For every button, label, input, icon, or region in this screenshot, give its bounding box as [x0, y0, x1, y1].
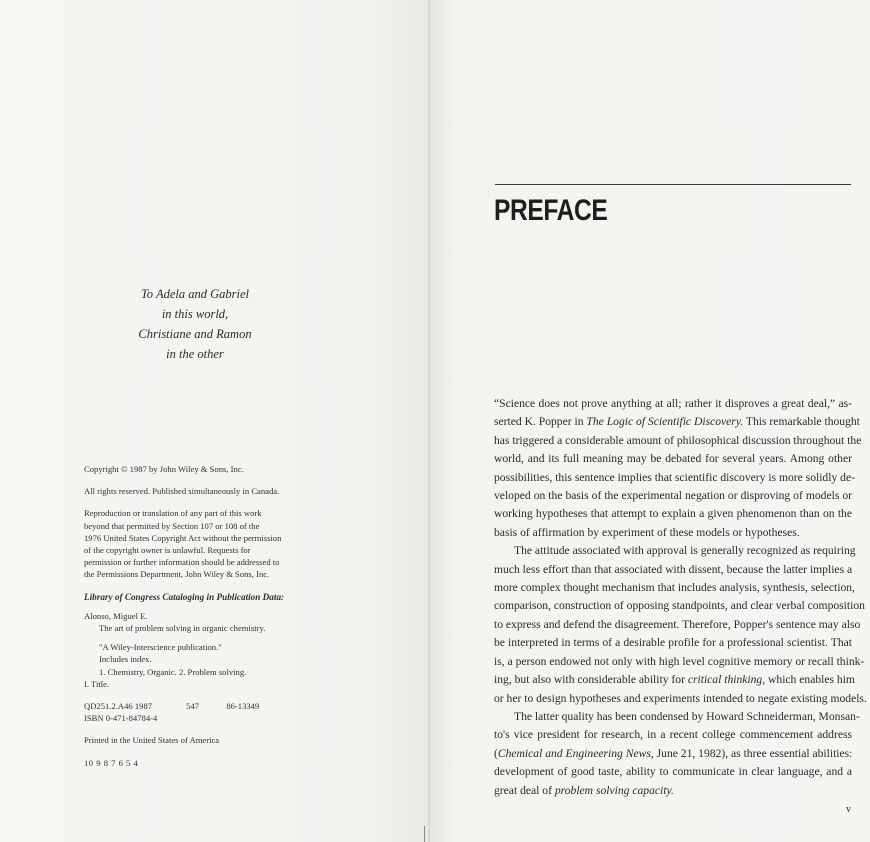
- reproduction-line: Reproduction or translation of any part of this work: [84, 508, 262, 519]
- preface-line: [494, 653, 865, 671]
- preface-line: [494, 579, 855, 597]
- preface-italic-text: problem solving capacity.: [554, 783, 674, 797]
- preface-text: has triggered a considerable amount of philosophical discussion throughout the: [494, 433, 862, 447]
- preface-line: [494, 395, 852, 413]
- preface-text: to express and defend the disagreement. Therefore, Popper's sentence may also: [494, 617, 861, 631]
- dedication-line: To Adela and Gabriel: [141, 287, 249, 301]
- dedication-line: Christiane and Ramon: [138, 327, 252, 341]
- preface-line: [494, 616, 861, 634]
- preface-line: [494, 597, 865, 615]
- preface-text: basis of affirmation by experiment of these models or hypotheses.: [494, 525, 800, 539]
- preface-text: June 21, 1982), as three essential abilities:: [653, 746, 853, 760]
- preface-line: [494, 413, 860, 431]
- heading-rule: [495, 184, 851, 185]
- preface-line: [494, 671, 855, 689]
- cip-classification: [84, 700, 414, 712]
- preface-text: comparison, construction of opposing standpoints, and clear verbal composition: [494, 599, 865, 613]
- preface-text: much less effort than that associated with dissent, because the latter implies a: [494, 562, 853, 576]
- preface-text: more complex thought mechanism that includes analysis, synthesis, selection,: [494, 581, 855, 595]
- preface-line: [494, 763, 852, 781]
- preface-text: The latter quality has been condensed by Howard Schneiderman, Monsan-: [514, 709, 860, 723]
- preface-text: This remarkable thought: [743, 415, 860, 429]
- preface-line: [494, 450, 852, 468]
- lccn: 86-13349: [226, 701, 260, 712]
- preface-line: [494, 487, 852, 505]
- preface-text: which enables him: [765, 673, 855, 687]
- print-line: 10 9 8 7 6 5 4: [84, 757, 139, 768]
- isbn: ISBN 0-471-84784-4: [84, 713, 158, 724]
- preface-line: [494, 726, 852, 744]
- dedication-line: in the other: [166, 347, 224, 361]
- preface-line: [494, 469, 855, 487]
- left-page: [0, 0, 430, 842]
- printed-in: Printed in the United States of America: [84, 735, 220, 746]
- preface-body: [494, 395, 867, 800]
- preface-text: world, and its full meaning may be debated for several years. Among other: [494, 452, 852, 466]
- cip-series-note: "A Wiley-Interscience publication.": [99, 642, 222, 653]
- preface-text: to's vice president for research, in a recent college commencement address: [494, 728, 852, 742]
- preface-line: [494, 432, 862, 450]
- reproduction-line: beyond that permitted by Section 107 or 108 of the: [84, 520, 260, 531]
- preface-line: [494, 524, 852, 542]
- preface-text: possibilities, this sentence implies that scientific discovery is more solidly de-: [494, 470, 855, 484]
- cip-index-note: Includes index.: [99, 654, 152, 665]
- preface-italic-text: Chemical and Engineering News,: [497, 746, 654, 760]
- reproduction-line: of the copyright owner is unlawful. Requests for: [84, 545, 251, 556]
- page-number: v: [846, 804, 851, 815]
- preface-heading: PREFACE: [494, 194, 608, 227]
- dedication-line: in this world,: [161, 307, 229, 321]
- preface-text: or her to design hypotheses and experiments intended to negate existing models.: [494, 691, 867, 705]
- cip-title-entry: I. Title.: [84, 678, 110, 689]
- dedication: [110, 284, 280, 364]
- preface-text: great deal of: [494, 783, 555, 797]
- cip-author: Alonso, Miguel E.: [84, 610, 148, 621]
- preface-line: [494, 690, 867, 708]
- preface-text: The attitude associated with approval is generally recognized as requiring: [514, 544, 856, 558]
- preface-text: is, a person endowed not only with high level cognitive memory or recall think-: [494, 654, 865, 668]
- preface-text: “Science does not prove anything at all; rather it disproves a great deal,” as-: [494, 397, 852, 410]
- preface-italic-text: The Logic of Scientific Discovery.: [586, 415, 744, 429]
- rights-statement: All rights reserved. Published simultaneously in Canada.: [84, 486, 280, 497]
- preface-line: [494, 782, 852, 800]
- copyright-notice: Copyright © 1987 by John Wiley & Sons, Inc.: [84, 464, 244, 474]
- preface-text: development of good taste, ability to communicate in clear language, and a: [494, 765, 852, 779]
- preface-line: [494, 561, 852, 579]
- preface-text: serted K. Popper in: [494, 415, 587, 429]
- dewey-number: 547: [186, 701, 200, 712]
- copyright-block: [84, 463, 414, 769]
- preface-text: veloped on the basis of the experimental negation or disproving of models or: [494, 489, 852, 503]
- reproduction-line: 1976 United States Copyright Act without the permission: [84, 532, 282, 543]
- preface-text: ing, but also with considerable ability for: [494, 673, 688, 687]
- call-number: QD251.2.A46 1987: [84, 701, 153, 712]
- preface-italic-text: critical thinking,: [687, 673, 766, 687]
- preface-line: [494, 745, 852, 763]
- reproduction-line: permission or further information should be addressed to: [84, 557, 280, 568]
- cip-subjects: 1. Chemistry, Organic. 2. Problem solving.: [99, 666, 247, 677]
- preface-text: be interpreted in terms of a desirable profile for a professional scientist. That: [494, 636, 852, 650]
- preface-text: (: [494, 746, 498, 760]
- reproduction-line: the Permissions Department, John Wiley & Sons, Inc.: [84, 569, 270, 580]
- preface-text: working hypotheses that attempt to explain a given phenomenon than on the: [494, 507, 852, 521]
- preface-line: [494, 542, 856, 560]
- preface-line: [494, 708, 860, 726]
- preface-line: [494, 634, 852, 652]
- cip-title-line: The art of problem solving in organic chemistry.: [99, 623, 266, 634]
- preface-line: [494, 505, 852, 523]
- cip-heading: Library of Congress Cataloging in Publication Data:: [84, 591, 285, 602]
